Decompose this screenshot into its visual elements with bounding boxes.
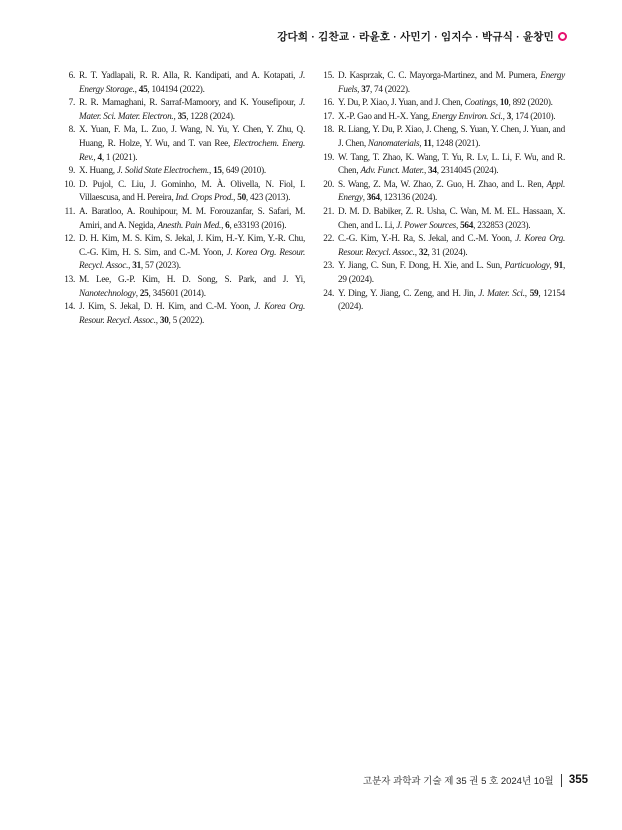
reference-item [318,110,565,124]
reference-item [318,287,565,314]
author-names: 강다희 · 김찬교 · 라윤호 · 사민기 · 임지수 · 박규식 · 윤창민 [277,31,554,43]
reference-item [318,96,565,110]
reference-item [62,69,305,96]
reference-item [62,178,305,205]
reference-number: 14. [64,301,75,312]
reference-text: R. T. Yadlapali, R. R. Alla, R. Kandipati, and A. Kotapati, J. Energy Storage., 45, 104194 (2022). [79,70,305,94]
reference-number: 13. [64,273,75,284]
reference-item [318,69,565,96]
reference-column-left [62,69,305,327]
reference-text: D. Pujol, C. Liu, J. Gominho, M. À. Olivella, N. Fiol, I. Villaescusa, and H. Pereira, Ind. Crops Prod., 50, 423 (2013). [79,178,305,203]
reference-number: 24. [323,287,334,298]
reference-text: D. M. D. Babiker, Z. R. Usha, C. Wan, M. M. EL. Hassaan, X. Chen, and L. Li, J. Power Sources, 564, 232853 (2023). [338,205,565,230]
page-number: 355 [568,774,588,786]
reference-number: 9. [68,165,75,176]
reference-item [62,205,305,232]
reference-text: D. H. Kim, M. S. Kim, S. Jekal, J. Kim, H.-Y. Kim, Y.-R. Chu, C.-G. Kim, H. S. Sim, and C.-M. Yoon, J. Korea Org. Resour. Recycl. Assoc., 31, 57 (2023). [79,233,305,271]
footer-divider [561,774,562,787]
reference-number: 22. [323,233,334,244]
reference-number: 10. [64,178,75,189]
reference-item [62,232,305,273]
reference-text: A. Baratloo, A. Rouhipour, M. M. Forouzanfar, S. Safari, M. Amiri, and A. Negida, Anesth. Pain Med., 6, e33193 (2016). [79,205,305,230]
reference-item [62,300,305,327]
reference-number: 23. [323,260,334,271]
reference-number: 11. [64,205,75,216]
reference-number: 6. [68,70,75,80]
reference-number: 20. [323,178,334,189]
reference-text: X. Yuan, F. Ma, L. Zuo, J. Wang, N. Yu, Y. Chen, Y. Zhu, Q. Huang, R. Holze, Y. Wu, and T. van Ree, Electrochem. Energ. Rev., 4, 1 (2021). [79,124,305,162]
reference-item [318,259,565,286]
reference-text: R. Liang, Y. Du, P. Xiao, J. Cheng, S. Yuan, Y. Chen, J. Yuan, and J. Chen, Nanomaterials, 11, 1248 (2021). [338,124,565,148]
reference-text: R. R. Mamaghani, R. Sarraf-Mamoory, and K. Yousefipour, J. Mater. Sci. Mater. Electron., 35, 1228 (2024). [79,97,305,121]
reference-item [318,232,565,259]
reference-item [318,123,565,150]
reference-text: J. Kim, S. Jekal, D. H. Kim, and C.-M. Yoon, J. Korea Org. Resour. Recycl. Assoc., 30, 5 (2022). [79,301,305,325]
reference-text: Y. Du, P. Xiao, J. Yuan, and J. Chen, Coatings, 10, 892 (2020). [338,97,553,108]
reference-number: 19. [323,151,334,162]
reference-text: W. Tang, T. Zhao, K. Wang, T. Yu, R. Lv, L. Li, F. Wu, and R. Chen, Adv. Funct. Mater., 34, 2314045 (2024). [338,151,565,176]
reference-number: 18. [323,124,334,135]
reference-text: Y. Ding, Y. Jiang, C. Zeng, and H. Jin, J. Mater. Sci., 59, 12154 (2024). [338,287,566,312]
reference-text: C.-G. Kim, Y.-H. Ra, S. Jekal, and C.-M. Yoon, J. Korea Org. Resour. Recycl. Assoc., 32, 31 (2024). [338,233,565,257]
reference-number: 16. [323,97,334,108]
reference-column-right [318,69,565,327]
journal-info: 고분자 과학과 기술 제 35 권 5 호 2024년 10월 [362,776,554,787]
page-footer [363,773,588,787]
reference-number: 17. [323,110,334,121]
reference-number: 12. [64,233,75,244]
reference-item [62,123,305,164]
reference-text: D. Kasprzak, C. C. Mayorga-Martinez, and M. Pumera, Energy Fuels, 37, 74 (2022). [338,70,565,94]
reference-text: Y. Jiang, C. Sun, F. Dong, H. Xie, and L. Sun, Particuology, 91, 29 (2024). [338,260,566,284]
reference-text: X. Huang, J. Solid State Electrochem., 15, 649 (2010). [79,165,266,176]
reference-list [62,69,565,327]
page-header [277,29,567,44]
reference-item [318,205,565,232]
reference-item [62,164,305,178]
reference-item [62,273,305,300]
reference-text: X.-P. Gao and H.-X. Yang, Energy Environ. Sci., 3, 174 (2010). [338,110,556,121]
reference-text: M. Lee, G.-P. Kim, H. D. Song, S. Park, and J. Yi, Nanotechnology, 25, 345601 (2014). [79,273,305,298]
reference-number: 15. [323,70,334,80]
author-info-ring-icon[interactable] [558,32,567,41]
reference-text: S. Wang, Z. Ma, W. Zhao, Z. Guo, H. Zhao, and L. Ren, Appl. Energy, 364, 123136 (2024). [338,178,565,203]
reference-item [318,178,565,205]
reference-item [318,151,565,178]
reference-number: 7. [68,97,75,108]
reference-item [62,96,305,123]
reference-number: 21. [323,205,334,216]
reference-number: 8. [68,124,75,135]
